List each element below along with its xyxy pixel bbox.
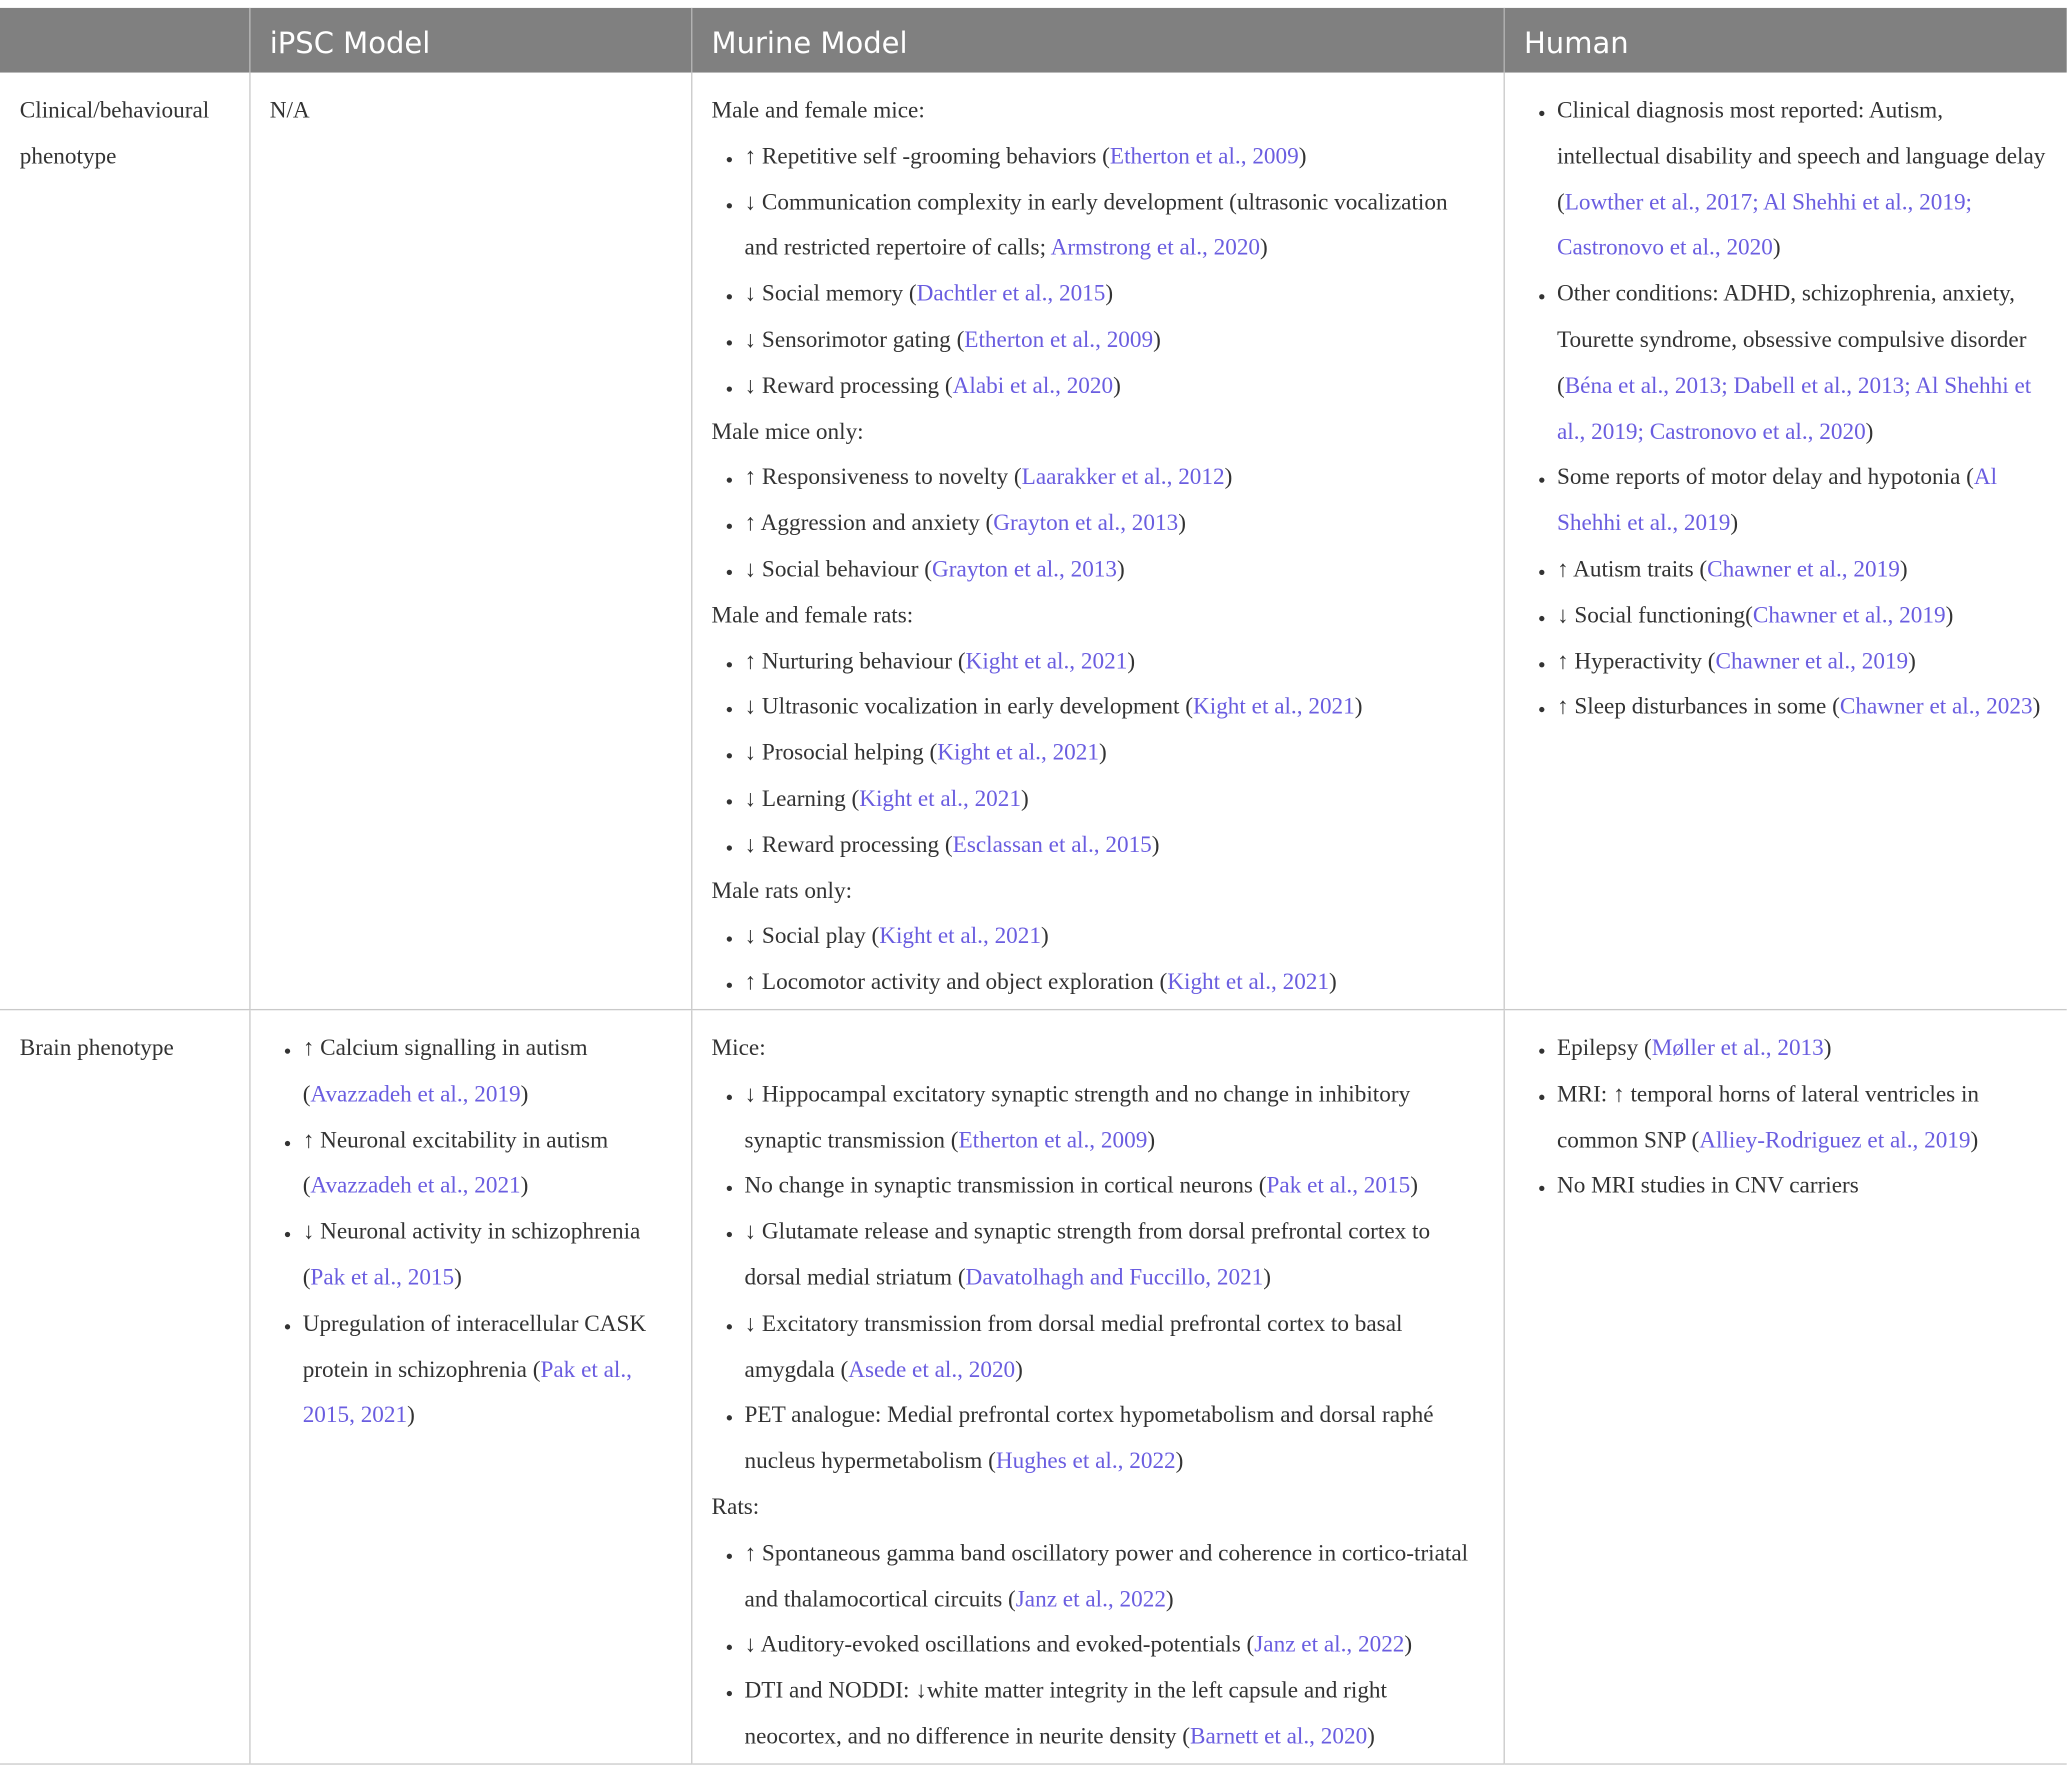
item-text-close: ) <box>1260 233 1268 261</box>
item-text: ↓ Neuronal activity in schizophrenia ( <box>302 1217 641 1290</box>
item-text-close: ) <box>1098 738 1107 766</box>
group-title: Male mice only: <box>711 417 864 444</box>
item-text: ↑ Aggression and anxiety ( <box>744 509 994 536</box>
list-item <box>745 271 1484 317</box>
citation-link[interactable]: Kight et al., 2021 <box>879 922 1041 949</box>
table-row <box>0 73 2067 1010</box>
human-cell <box>1504 73 2067 1010</box>
list-item <box>745 1621 1484 1667</box>
item-text-close: ) <box>1175 1446 1184 1474</box>
item-text: ↑ Responsiveness to novelty ( <box>744 463 1022 490</box>
item-text: ↑ Neuronal excitability in autism ( <box>302 1125 609 1198</box>
group-title: Mice: <box>711 1033 766 1061</box>
phenotype-table <box>0 8 2067 1764</box>
citation-link[interactable]: Avazzadeh et al., 2021 <box>310 1171 521 1198</box>
item-text-close: ) <box>1263 1263 1272 1290</box>
item-text-close: ) <box>1113 371 1121 399</box>
item-text: No change in synaptic transmission in cortical neurons ( <box>744 1171 1267 1198</box>
list-item <box>1557 546 2047 592</box>
citation-link[interactable]: Béna et al., 2013; Dabell et al., 2013; Al Shehhi et al., 2019; Castronovo et al., 2020 <box>1556 371 2032 444</box>
item-text-close: ) <box>1165 1584 1174 1612</box>
citation-link[interactable]: Etherton et al., 2009 <box>964 325 1154 353</box>
item-text-close: ) <box>1040 922 1049 949</box>
citation-link[interactable]: Kight et al., 2021 <box>1167 968 1330 995</box>
list-item <box>745 454 1484 500</box>
item-text: ↓ Prosocial helping ( <box>744 738 938 766</box>
item-text-close: ) <box>1865 417 1874 444</box>
citation-link[interactable]: Pak et al., 2015 <box>1266 1171 1411 1198</box>
header-cell-empty <box>0 8 249 73</box>
item-text: ↓ Reward processing ( <box>744 830 953 857</box>
list-item <box>745 730 1484 776</box>
bullet-list <box>270 1025 671 1438</box>
item-text: ↑ Locomotor activity and object exploration ( <box>744 968 1168 995</box>
item-text: ↑ Hyperactivity ( <box>1556 647 1716 674</box>
item-text-close: ) <box>1127 647 1136 674</box>
list-item <box>1557 454 2047 546</box>
item-text: ↑ Repetitive self -grooming behaviors ( <box>744 142 1110 169</box>
group-title: Male rats only: <box>711 876 853 903</box>
item-text: DTI and NODDI: ↓white matter integrity in the left capsule and right neocortex, and no difference in neurite density ( <box>744 1676 1387 1749</box>
list-item <box>1557 684 2047 730</box>
item-text: Clinical diagnosis most reported: Autism, intellectual disability and speech and language delay ( <box>1556 96 2046 215</box>
table-header <box>0 8 2067 73</box>
item-text: No MRI studies in CNV carriers <box>1556 1171 1859 1198</box>
citation-link[interactable]: Pak et al., 2015, 2021 <box>302 1355 632 1428</box>
citation-link[interactable]: Grayton et al., 2013 <box>993 509 1179 536</box>
list-item <box>745 775 1484 821</box>
item-text: ↓ Glutamate release and synaptic strength from dorsal prefrontal cortex to dorsal medial striatum ( <box>744 1217 1431 1290</box>
item-text: ↑ Spontaneous gamma band oscillatory power and coherence in cortico-triatal and thalamocortical circuits ( <box>744 1538 1469 1612</box>
header-cell-ipsc: iPSC Model <box>249 8 691 73</box>
list-item <box>745 959 1484 1005</box>
item-text: PET analogue: Medial prefrontal cortex hypometabolism and dorsal raphé nucleus hypermetabolism ( <box>744 1401 1434 1474</box>
item-text-close: ) <box>1404 1630 1413 1657</box>
citation-link[interactable]: Janz et al., 2022 <box>1015 1584 1166 1612</box>
list-item <box>1557 592 2047 638</box>
item-text-close: ) <box>1354 692 1363 720</box>
citation-link[interactable]: Dachtler et al., 2015 <box>916 279 1106 307</box>
header-cell-human: Human <box>1504 8 2067 73</box>
list-item <box>745 1667 1484 1759</box>
list-item <box>1557 87 2047 271</box>
item-text: ↓ Sensorimotor gating ( <box>744 325 965 353</box>
item-text: ↑ Sleep disturbances in some ( <box>1556 692 1840 720</box>
citation-link[interactable]: Pak et al., 2015 <box>310 1263 455 1290</box>
cell-text: N/A <box>269 96 310 123</box>
item-text-close: ) <box>1970 1125 1979 1153</box>
item-text: ↓ Hippocampal excitatory synaptic strength and no change in inhibitory synaptic transmission ( <box>744 1079 1411 1153</box>
item-text: ↑ Calcium signalling in autism ( <box>302 1033 588 1107</box>
item-text-close: ) <box>520 1079 529 1107</box>
item-text: ↓ Reward processing ( <box>744 371 953 399</box>
list-item <box>745 1162 1484 1208</box>
header-cell-murine: Murine Model <box>691 8 1503 73</box>
list-item <box>745 179 1484 271</box>
list-item <box>1557 1025 2047 1071</box>
item-text-close: ) <box>2032 692 2041 720</box>
ipsc-cell <box>249 73 691 1010</box>
bullet-list <box>712 454 1484 592</box>
citation-link[interactable]: Alliey-Rodriguez et al., 2019 <box>1699 1125 1971 1153</box>
citation-link[interactable]: Møller et al., 2013 <box>1651 1033 1824 1061</box>
item-text-close: ) <box>1224 463 1233 490</box>
list-item <box>745 638 1484 684</box>
list-item <box>1557 1162 2047 1208</box>
item-text: ↓ Learning ( <box>744 784 860 812</box>
murine-cell <box>691 73 1503 1010</box>
list-item <box>745 821 1484 867</box>
item-text-close: ) <box>454 1263 462 1290</box>
item-text: ↓ Social play ( <box>744 922 880 949</box>
item-text: ↑ Nurturing behaviour ( <box>744 647 966 674</box>
citation-link[interactable]: Kight et al., 2021 <box>965 647 1128 674</box>
list-item <box>1557 638 2047 684</box>
item-text-close: ) <box>1151 830 1160 857</box>
citation-link[interactable]: Chawner et al., 2019 <box>1707 555 1900 582</box>
bullet-list <box>712 1071 1484 1484</box>
header-row <box>0 8 2067 73</box>
bullet-list <box>712 913 1484 1005</box>
row-label: Brain phenotype <box>0 1010 249 1764</box>
item-text: MRI: ↑ temporal horns of lateral ventricles in common SNP ( <box>1556 1079 1980 1153</box>
item-text-close: ) <box>1020 784 1029 812</box>
row-label: Clinical/behavioural phenotype <box>0 73 249 1010</box>
item-text-close: ) <box>1823 1033 1832 1061</box>
citation-link[interactable]: Armstrong et al., 2020 <box>1050 233 1261 261</box>
item-text: ↓ Excitatory transmission from dorsal medial prefrontal cortex to basal amygdala ( <box>744 1309 1403 1382</box>
item-text: Epilepsy ( <box>1556 1033 1652 1061</box>
item-text-close: ) <box>1945 601 1954 628</box>
list-item <box>745 1071 1484 1163</box>
list-item <box>745 913 1484 959</box>
item-text-close: ) <box>1730 509 1739 536</box>
citation-link[interactable]: Kight et al., 2021 <box>1192 692 1355 720</box>
citation-link[interactable]: Hughes et al., 2022 <box>995 1446 1176 1474</box>
list-item <box>745 546 1484 592</box>
citation-link[interactable]: Barnett et al., 2020 <box>1189 1722 1368 1749</box>
list-item <box>745 1530 1484 1622</box>
group-title: Rats: <box>711 1492 760 1520</box>
item-text-close: ) <box>1899 555 1908 582</box>
item-text: ↓ Social behaviour ( <box>744 555 933 582</box>
list-item <box>745 1208 1484 1300</box>
item-text: ↓ Ultrasonic vocalization in early development ( <box>744 692 1193 720</box>
ipsc-cell <box>249 1010 691 1764</box>
item-text-close: ) <box>520 1171 529 1198</box>
item-text: ↓ Auditory-evoked oscillations and evoked-potentials ( <box>744 1630 1255 1657</box>
citation-link[interactable]: Lowther et al., 2017; Al Shehhi et al., 2019; Castronovo et al., 2020 <box>1556 188 1973 261</box>
item-text: ↓ Social memory ( <box>744 279 917 307</box>
murine-cell <box>691 1010 1503 1764</box>
list-item <box>303 1300 671 1438</box>
citation-link[interactable]: Grayton et al., 2013 <box>932 555 1118 582</box>
table-body <box>0 73 2067 1764</box>
list-item <box>745 500 1484 546</box>
bullet-list <box>1524 87 2047 730</box>
item-text-close: ) <box>1105 279 1114 307</box>
citation-link[interactable]: Alabi et al., 2020 <box>952 371 1114 399</box>
item-text-close: ) <box>407 1401 415 1428</box>
item-text: Some reports of motor delay and hypotonia ( <box>1556 463 1974 490</box>
item-text-close: ) <box>1298 142 1307 169</box>
list-item <box>745 133 1484 179</box>
item-text: Upregulation of interacellular CASK protein in schizophrenia ( <box>302 1309 647 1382</box>
group-title: Male and female mice: <box>711 96 925 123</box>
bullet-list <box>712 638 1484 867</box>
citation-link[interactable]: Al Shehhi et al., 2019 <box>1556 463 1998 536</box>
list-item <box>745 684 1484 730</box>
item-text-close: ) <box>1153 325 1161 353</box>
citation-link[interactable]: Chawner et al., 2023 <box>1839 692 2033 720</box>
citation-link[interactable]: Asede et al., 2020 <box>848 1355 1016 1382</box>
citation-link[interactable]: Etherton et al., 2009 <box>1109 142 1299 169</box>
item-text-close: ) <box>1410 1171 1418 1198</box>
bullet-list <box>1524 1025 2047 1209</box>
table-row <box>0 1010 2067 1764</box>
citation-link[interactable]: Etherton et al., 2009 <box>958 1125 1148 1153</box>
list-item <box>745 1392 1484 1484</box>
citation-link[interactable]: Avazzadeh et al., 2019 <box>310 1079 521 1107</box>
item-text: ↑ Autism traits ( <box>1556 555 1708 582</box>
citation-link[interactable]: Chawner et al., 2019 <box>1752 601 1946 628</box>
item-text-close: ) <box>1015 1355 1023 1382</box>
human-cell <box>1504 1010 2067 1764</box>
item-text-close: ) <box>1147 1125 1156 1153</box>
item-text-close: ) <box>1908 647 1916 674</box>
citation-link[interactable]: Davatolhagh and Fuccillo, 2021 <box>965 1263 1264 1290</box>
list-item <box>1557 271 2047 455</box>
list-item <box>745 362 1484 408</box>
list-item <box>1557 1071 2047 1163</box>
item-text-close: ) <box>1772 233 1781 261</box>
item-text-close: ) <box>1329 968 1337 995</box>
item-text-close: ) <box>1367 1722 1375 1749</box>
item-text: ↓ Communication complexity in early development (ultrasonic vocalization and restricted repertoire of calls; <box>744 188 1448 261</box>
list-item <box>303 1208 671 1300</box>
citation-link[interactable]: Janz et al., 2022 <box>1254 1630 1405 1657</box>
item-text-close: ) <box>1117 555 1125 582</box>
citation-link[interactable]: Kight et al., 2021 <box>937 738 1099 766</box>
list-item <box>745 317 1484 363</box>
item-text: ↓ Social functioning( <box>1556 601 1753 628</box>
item-text-close: ) <box>1178 509 1186 536</box>
item-text: Other conditions: ADHD, schizophrenia, anxiety, Tourette syndrome, obsessive compulsive disorder ( <box>1556 279 2027 399</box>
citation-link[interactable]: Chawner et al., 2019 <box>1715 647 1909 674</box>
citation-link[interactable]: Laarakker et al., 2012 <box>1021 463 1225 490</box>
group-title: Male and female rats: <box>711 601 914 628</box>
list-item <box>303 1116 671 1208</box>
list-item <box>303 1025 671 1117</box>
list-item <box>745 1300 1484 1392</box>
bullet-list <box>712 133 1484 408</box>
bullet-list <box>712 1530 1484 1759</box>
citation-link[interactable]: Kight et al., 2021 <box>859 784 1021 812</box>
citation-link[interactable]: Esclassan et al., 2015 <box>952 830 1152 857</box>
